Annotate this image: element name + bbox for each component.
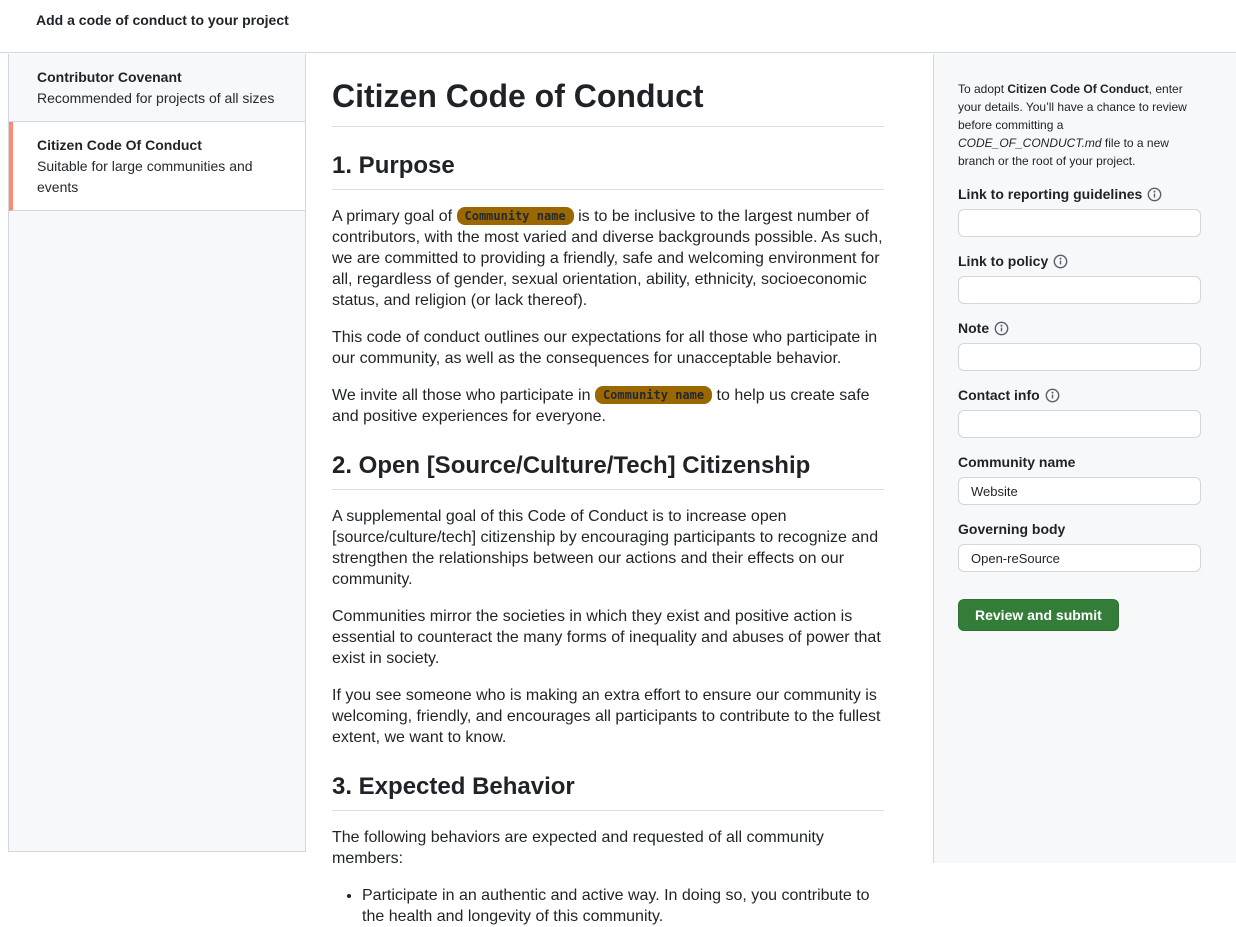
field-label-link-to-reporting-guidelines — [958, 186, 1201, 202]
field-label-text: Note — [958, 320, 990, 336]
field-label-note — [958, 320, 1201, 336]
note-input[interactable] — [958, 343, 1201, 371]
form-fields — [958, 186, 1201, 572]
field-label-text: Community name — [958, 454, 1076, 470]
form-intro-text: file to a new branch or the root of your project. — [958, 136, 1169, 168]
field-label-text: Link to policy — [958, 253, 1049, 269]
page-title: Add a code of conduct to your project — [36, 12, 289, 28]
sidebar-item-citizen-code-of-conduct[interactable] — [9, 122, 305, 211]
document-title: Citizen Code of Conduct — [332, 76, 884, 127]
document-paragraph: This code of conduct outlines our expectations for all those who participate in our community, as well as the consequences for unacceptable behavior. — [332, 329, 878, 367]
document-paragraph: The following behaviors are expected and requested of all community members: — [332, 829, 824, 867]
document-paragraph: If you see someone who is making an extra effort to ensure our community is welcoming, friendly, and encourages all participants to contribute to the fullest extent, we want to know. — [332, 687, 881, 746]
form-intro-text: To adopt — [958, 82, 1008, 96]
field-label-community-name — [958, 454, 1201, 470]
info-icon[interactable] — [994, 321, 1009, 336]
field-label-text: Contact info — [958, 387, 1040, 403]
sidebar-item-description: Recommended for projects of all sizes — [37, 90, 275, 106]
field-label-text: Governing body — [958, 521, 1066, 537]
sidebar-item-title: Citizen Code Of Conduct — [37, 137, 202, 153]
sidebar-item-description: Suitable for large communities and events — [37, 158, 253, 195]
info-icon[interactable] — [1045, 388, 1060, 403]
form-intro-text: CODE_OF_CONDUCT.md — [958, 136, 1102, 150]
governing-body-input[interactable] — [958, 544, 1201, 572]
page-header — [0, 0, 1236, 53]
sidebar-item-title: Contributor Covenant — [37, 69, 182, 85]
info-icon[interactable] — [1053, 254, 1068, 269]
community-name-input[interactable] — [958, 477, 1201, 505]
info-icon[interactable] — [1147, 187, 1162, 202]
conduct-type-menu — [8, 54, 306, 852]
document-bullet: • Participate in an authentic and active way. In doing so, you contribute to the health and longevity of this community. — [362, 885, 884, 927]
review-and-submit-button[interactable]: Review and submit — [958, 599, 1119, 631]
community-name-token: Community name — [595, 386, 712, 404]
contact-info-input[interactable] — [958, 410, 1201, 438]
document-bullet-list — [332, 885, 884, 927]
form-intro — [958, 80, 1201, 170]
section-heading-1-purpose: 1. Purpose — [332, 151, 884, 190]
code-of-conduct-preview — [306, 54, 933, 925]
document-sections — [332, 151, 884, 927]
field-label-text: Link to reporting guidelines — [958, 186, 1143, 202]
community-name-token: Community name — [457, 207, 574, 225]
document-paragraph: We invite all those who participate in Community name to help us create safe and positive experiences for everyone. — [332, 387, 870, 425]
field-label-governing-body — [958, 521, 1201, 537]
document-body — [332, 76, 884, 927]
form-intro-text: Citizen Code Of Conduct — [1007, 82, 1149, 96]
field-label-link-to-policy — [958, 253, 1201, 269]
document-paragraph: Communities mirror the societies in which they exist and positive action is essential to counteract the many forms of inequality and abuses of power that exist in society. — [332, 608, 881, 667]
details-form-panel — [933, 54, 1236, 863]
link-to-reporting-guidelines-input[interactable] — [958, 209, 1201, 237]
document-paragraph: A supplemental goal of this Code of Conduct is to increase open [source/culture​/tech] citizenship by encouraging participants to recognize and strengthen the relationships between our actions and their effects on our community. — [332, 508, 879, 588]
section-heading-3-expected-behavior: 3. Expected Behavior — [332, 772, 884, 811]
sidebar-item-contributor-covenant[interactable] — [9, 54, 305, 122]
form-intro-text: , enter your details. You’ll have a chance to review before committing a — [958, 82, 1187, 132]
section-heading-2-open-source-culture-tech-citizenship: 2. Open [Source/Culture/Tech] Citizenship — [332, 451, 884, 490]
document-paragraph: A primary goal of Community name is to be inclusive to the largest number of contributors, with the most varied and diverse backgrounds possible. As such, we are committed to providing a friendly, safe and welcoming environment for all, regardless of gender, sexual orientation, ability, ethnicity, socioeconomic status, and religion (or lack thereof). — [332, 208, 883, 309]
link-to-policy-input[interactable] — [958, 276, 1201, 304]
field-label-contact-info — [958, 387, 1201, 403]
